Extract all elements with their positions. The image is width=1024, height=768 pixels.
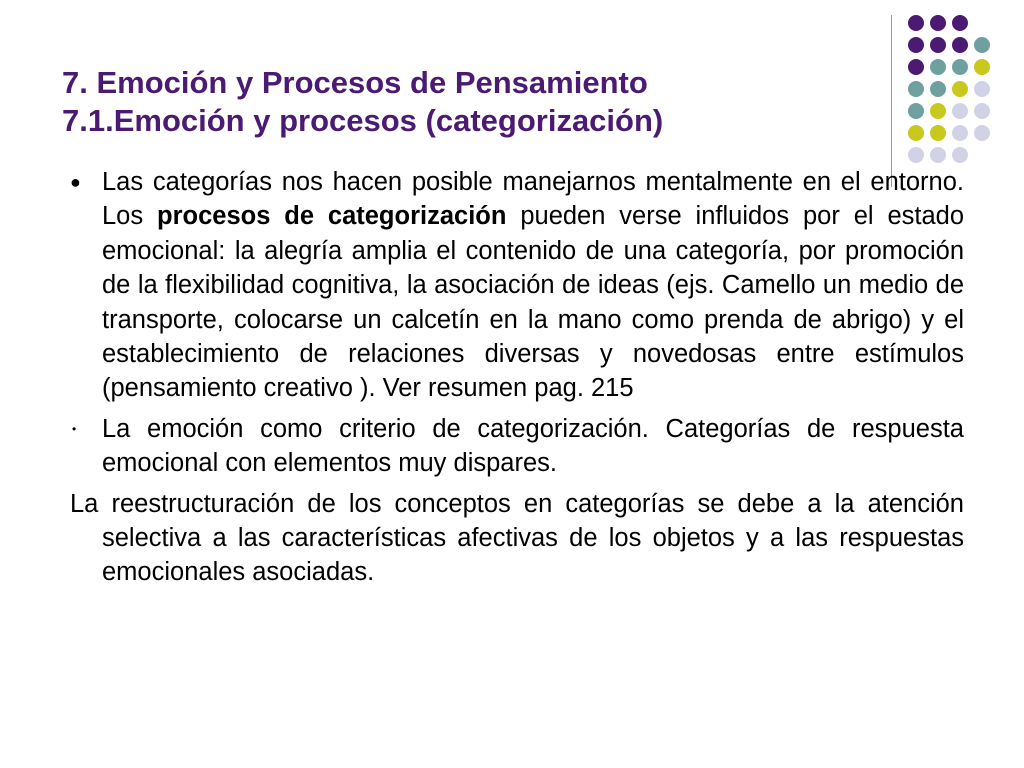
decorative-dot [952, 147, 968, 163]
decorative-dot [908, 59, 924, 75]
bullet-dot-icon: ● [70, 172, 81, 192]
decorative-dot [952, 37, 968, 53]
bullet-small-dot-icon: • [72, 421, 77, 436]
slide-body [62, 165, 964, 590]
decorative-dot [930, 37, 946, 53]
decorative-dot [974, 37, 990, 53]
decorative-dot [930, 125, 946, 141]
bullet-text: La emoción como criterio de categorización. Categorías de respuesta emocional con elementos muy dispares. [102, 414, 964, 478]
slide-title [62, 64, 663, 140]
body-paragraph: La reestructuración de los conceptos en categorías se debe a la atención selectiva a las características afectivas de los objetos y a las respuestas emocionales asociadas. [70, 489, 964, 587]
decorative-dot [930, 103, 946, 119]
decorative-dot [930, 15, 946, 31]
decorative-dot [952, 15, 968, 31]
decorative-dot [908, 37, 924, 53]
decorative-dot [930, 147, 946, 163]
bullet-item [62, 412, 964, 481]
decorative-dot [974, 103, 990, 119]
decorative-dot [908, 81, 924, 97]
decorative-dot [952, 59, 968, 75]
bullet-text-after: pueden verse influidos por el estado emocional: la alegría amplia el contenido de una categoría, por promoción de la flexibilidad cognitiva, la asociación de ideas (ejs. Camello un medio de transporte, colocarse un calcetín en la mano como prenda de abrigo) y el establecimiento de relaciones diversas y novedosas entre estímulos (pensamiento creativo ). Ver resumen pag. 215 [102, 202, 965, 403]
decorative-dot [908, 103, 924, 119]
title-line-2: 7.1.Emoción y procesos (categorización) [62, 103, 664, 138]
decorative-dot [908, 125, 924, 141]
title-line-1: 7. Emoción y Procesos de Pensamiento [62, 65, 648, 100]
decorative-dot [974, 81, 990, 97]
decorative-dot [974, 59, 990, 75]
bullet-bold-term: procesos de categorización [157, 202, 507, 231]
decorative-dot [952, 103, 968, 119]
decorative-dot [952, 125, 968, 141]
bullet-text-before: Las categorías nos hacen posible manejarnos mentalmente en el entorno. Los [102, 168, 964, 231]
decorative-dot [930, 59, 946, 75]
decorative-dot [908, 147, 924, 163]
decorative-dot [952, 81, 968, 97]
decorative-dot [930, 81, 946, 97]
bullet-item [62, 165, 964, 406]
decorative-dot [908, 15, 924, 31]
decorative-dot [974, 125, 990, 141]
divider-line [891, 15, 892, 187]
